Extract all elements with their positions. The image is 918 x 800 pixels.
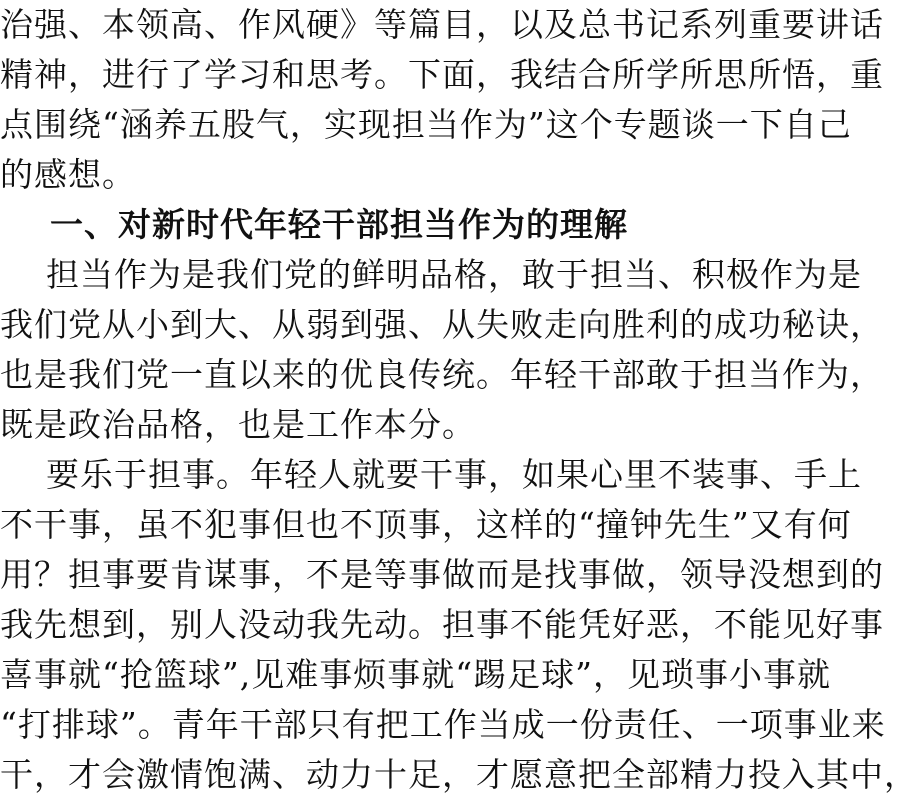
- body-line: 我先想到，别人没动我先动。担事不能凭好恶，不能见好事: [0, 605, 884, 644]
- body-line: 既是政治品格，也是工作本分。: [0, 405, 476, 444]
- body-line: 也是我们党一直以来的优良传统。年轻干部敢于担当作为，: [0, 355, 884, 394]
- body-line: 用？担事要肯谋事，不是等事做而是找事做，领导没想到的: [0, 555, 884, 594]
- body-line: 要乐于担事。年轻人就要干事，如果心里不装事、手上: [0, 455, 862, 494]
- body-line: 点围绕“涵养五股气，实现担当作为”这个专题谈一下自己: [0, 105, 852, 144]
- body-line: “打排球”。青年干部只有把工作当成一份责任、一项事业来: [0, 705, 886, 744]
- body-line: 担当作为是我们党的鲜明品格，敢于担当、积极作为是: [0, 255, 862, 294]
- body-line: 的感想。: [0, 155, 136, 194]
- body-line: 干，才会激情饱满、动力十足，才愿意把全部精力投入其中，: [0, 755, 918, 794]
- body-line: 精神，进行了学习和思考。下面，我结合所学所思所悟，重: [0, 55, 884, 94]
- body-line: 我们党从小到大、从弱到强、从失败走向胜利的成功秘诀，: [0, 305, 884, 344]
- body-line: 治强、本领高、作风硬》等篇目，以及总书记系列重要讲话: [0, 5, 884, 44]
- body-line: 不干事，虽不犯事但也不顶事，这样的“撞钟先生”又有何: [0, 505, 852, 544]
- body-line: 喜事就“抢篮球”,见难事烦事就“踢足球”，见琐事小事就: [0, 655, 831, 694]
- section-heading: 一、对新时代年轻干部担当作为的理解: [0, 205, 628, 244]
